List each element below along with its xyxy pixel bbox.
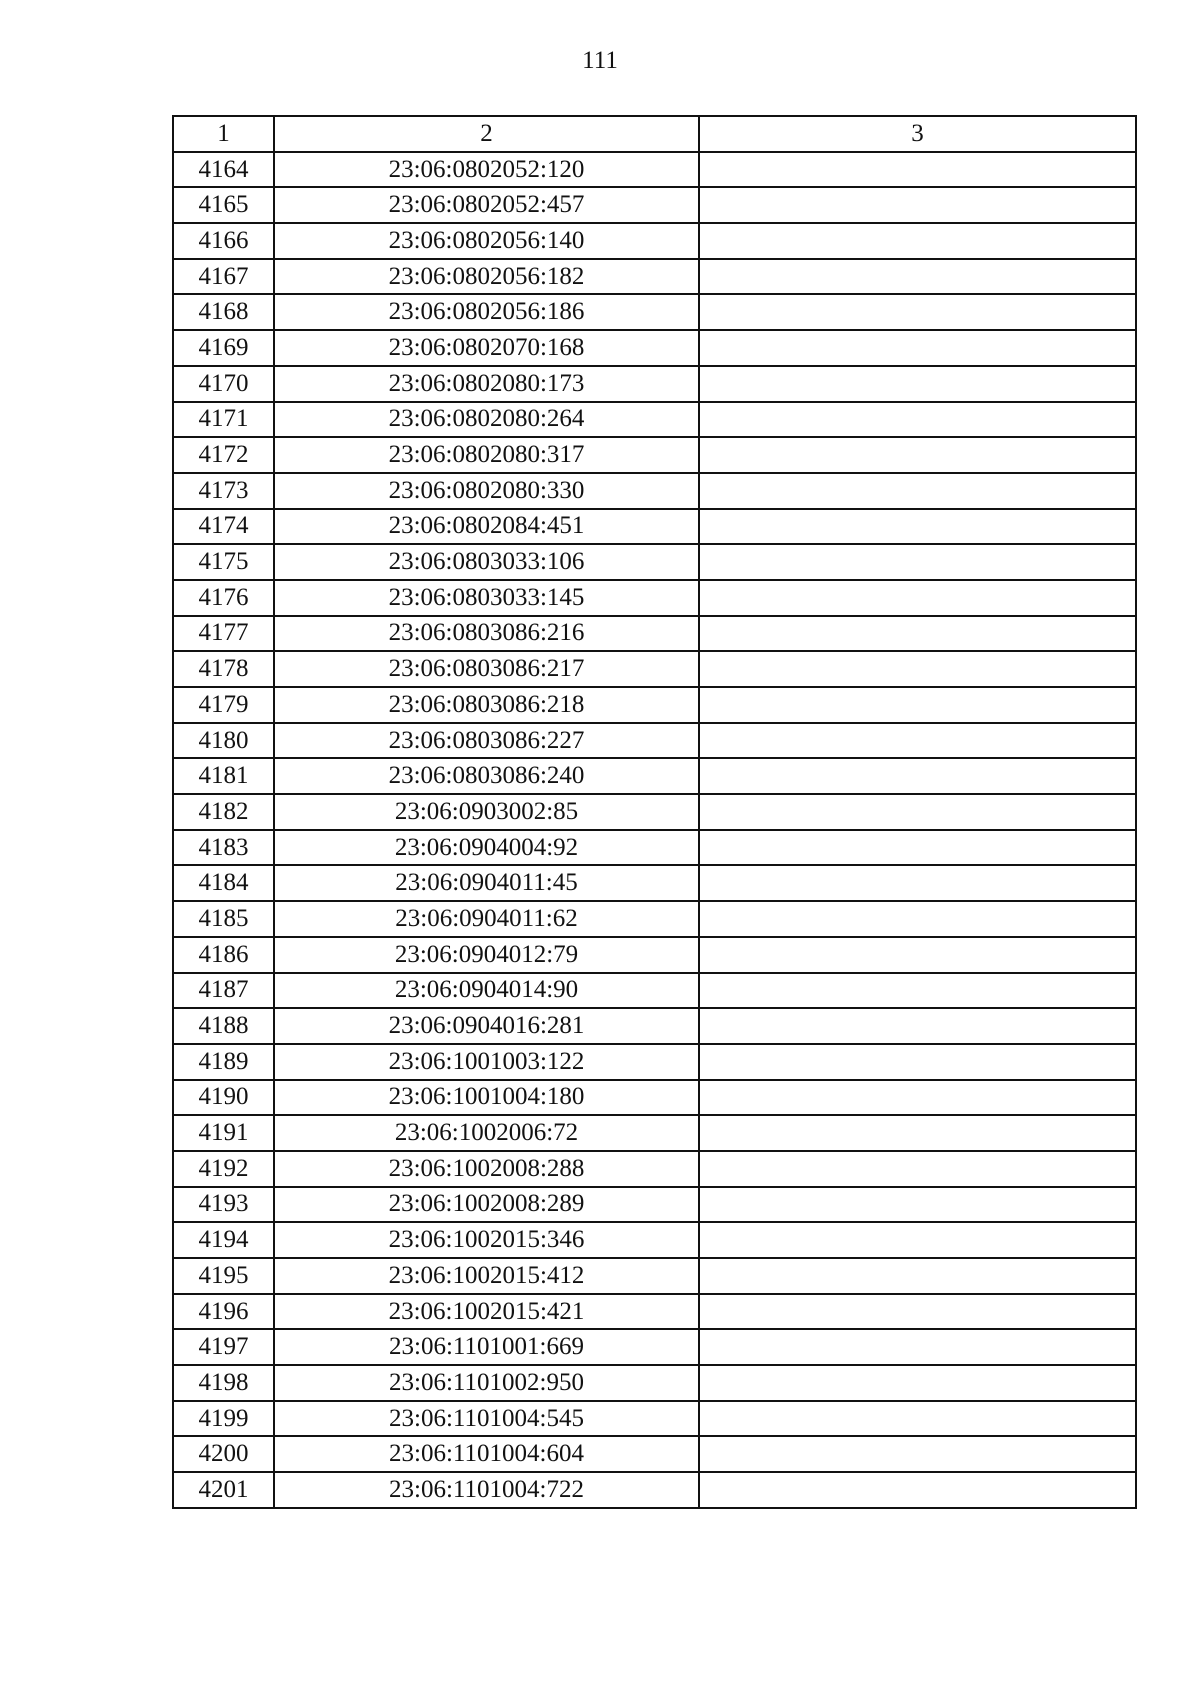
row-number-cell: 4190 — [173, 1080, 274, 1116]
note-cell — [699, 402, 1136, 438]
note-cell — [699, 580, 1136, 616]
table-row — [173, 794, 1136, 830]
row-number-cell: 4164 — [173, 152, 274, 188]
row-number-cell: 4173 — [173, 473, 274, 509]
note-cell — [699, 651, 1136, 687]
note-cell — [699, 259, 1136, 295]
table-row — [173, 1329, 1136, 1365]
note-cell — [699, 901, 1136, 937]
table-row — [173, 1436, 1136, 1472]
table-row — [173, 1008, 1136, 1044]
note-cell — [699, 1044, 1136, 1080]
table-row — [173, 580, 1136, 616]
table-row — [173, 294, 1136, 330]
row-number-cell: 4166 — [173, 223, 274, 259]
cadastral-number-cell: 23:06:0803086:227 — [274, 723, 699, 759]
note-cell — [699, 1151, 1136, 1187]
note-cell — [699, 1080, 1136, 1116]
row-number-cell: 4174 — [173, 509, 274, 545]
note-cell — [699, 152, 1136, 188]
note-cell — [699, 1436, 1136, 1472]
note-cell — [699, 1329, 1136, 1365]
cadastral-number-cell: 23:06:0803086:218 — [274, 687, 699, 723]
row-number-cell: 4193 — [173, 1187, 274, 1223]
row-number-cell: 4192 — [173, 1151, 274, 1187]
note-cell — [699, 1294, 1136, 1330]
table-row — [173, 1472, 1136, 1508]
table-row — [173, 1294, 1136, 1330]
note-cell — [699, 1222, 1136, 1258]
cadastral-number-cell: 23:06:0802080:317 — [274, 437, 699, 473]
note-cell — [699, 1365, 1136, 1401]
table-row — [173, 1187, 1136, 1223]
table-row — [173, 187, 1136, 223]
cadastral-number-cell: 23:06:1002006:72 — [274, 1115, 699, 1151]
cadastral-number-cell: 23:06:0904012:79 — [274, 937, 699, 973]
table-row — [173, 1115, 1136, 1151]
row-number-cell: 4177 — [173, 616, 274, 652]
row-number-cell: 4188 — [173, 1008, 274, 1044]
note-cell — [699, 937, 1136, 973]
cadastral-number-cell: 23:06:1002008:289 — [274, 1187, 699, 1223]
row-number-cell: 4187 — [173, 973, 274, 1009]
cadastral-number-cell: 23:06:0802052:457 — [274, 187, 699, 223]
cadastral-number-cell: 23:06:0803086:216 — [274, 616, 699, 652]
row-number-cell: 4181 — [173, 758, 274, 794]
cadastral-number-cell: 23:06:0904011:45 — [274, 865, 699, 901]
note-cell — [699, 1258, 1136, 1294]
table-row — [173, 973, 1136, 1009]
cadastral-number-cell: 23:06:1002008:288 — [274, 1151, 699, 1187]
row-number-cell: 4186 — [173, 937, 274, 973]
table-row — [173, 259, 1136, 295]
table-row — [173, 1258, 1136, 1294]
row-number-cell: 4168 — [173, 294, 274, 330]
table-row — [173, 830, 1136, 866]
cadastral-number-cell: 23:06:1101004:545 — [274, 1401, 699, 1437]
cadastral-number-cell: 23:06:1002015:412 — [274, 1258, 699, 1294]
note-cell — [699, 973, 1136, 1009]
row-number-cell: 4165 — [173, 187, 274, 223]
table-body — [173, 116, 1136, 1508]
note-cell — [699, 366, 1136, 402]
cadastral-number-cell: 23:06:0802080:330 — [274, 473, 699, 509]
table-row — [173, 758, 1136, 794]
cadastral-number-cell: 23:06:1101001:669 — [274, 1329, 699, 1365]
cadastral-number-cell: 23:06:0803033:106 — [274, 544, 699, 580]
table-row — [173, 1151, 1136, 1187]
cadastral-number-cell: 23:06:0802056:186 — [274, 294, 699, 330]
table-row — [173, 865, 1136, 901]
table-row — [173, 1222, 1136, 1258]
note-cell — [699, 687, 1136, 723]
table-row — [173, 651, 1136, 687]
note-cell — [699, 330, 1136, 366]
row-number-cell: 4185 — [173, 901, 274, 937]
row-number-cell: 4201 — [173, 1472, 274, 1508]
table-row — [173, 330, 1136, 366]
row-number-cell: 4178 — [173, 651, 274, 687]
cadastral-number-cell: 23:06:0803086:240 — [274, 758, 699, 794]
row-number-cell: 4195 — [173, 1258, 274, 1294]
cadastral-number-cell: 23:06:0803033:145 — [274, 580, 699, 616]
row-number-cell: 4176 — [173, 580, 274, 616]
row-number-cell: 4180 — [173, 723, 274, 759]
row-number-cell: 4179 — [173, 687, 274, 723]
cadastral-number-cell: 23:06:0904014:90 — [274, 973, 699, 1009]
cadastral-number-cell: 23:06:0904011:62 — [274, 901, 699, 937]
note-cell — [699, 294, 1136, 330]
table-row — [173, 402, 1136, 438]
cadastral-number-cell: 23:06:0904016:281 — [274, 1008, 699, 1044]
note-cell — [699, 616, 1136, 652]
cadastral-number-cell: 23:06:0802052:120 — [274, 152, 699, 188]
cadastral-number-cell: 23:06:0802080:173 — [274, 366, 699, 402]
note-cell — [699, 758, 1136, 794]
table-row — [173, 366, 1136, 402]
cadastral-number-cell: 23:06:1002015:346 — [274, 1222, 699, 1258]
table-row — [173, 473, 1136, 509]
row-number-cell: 4197 — [173, 1329, 274, 1365]
note-cell — [699, 723, 1136, 759]
note-cell — [699, 1472, 1136, 1508]
row-number-cell: 4167 — [173, 259, 274, 295]
row-number-cell: 4194 — [173, 1222, 274, 1258]
cadastral-number-cell: 23:06:1101002:950 — [274, 1365, 699, 1401]
row-number-cell: 4175 — [173, 544, 274, 580]
cadastral-number-cell: 23:06:0802056:140 — [274, 223, 699, 259]
note-cell — [699, 187, 1136, 223]
cadastral-number-cell: 23:06:1001003:122 — [274, 1044, 699, 1080]
cadastral-number-cell: 23:06:1101004:722 — [274, 1472, 699, 1508]
table-row — [173, 544, 1136, 580]
table-row — [173, 937, 1136, 973]
cadastral-number-cell: 23:06:0802070:168 — [274, 330, 699, 366]
column-header-3: 3 — [699, 116, 1136, 152]
column-header-1: 1 — [173, 116, 274, 152]
cadastral-number-cell: 23:06:0802080:264 — [274, 402, 699, 438]
table-row — [173, 152, 1136, 188]
table-row — [173, 223, 1136, 259]
row-number-cell: 4170 — [173, 366, 274, 402]
note-cell — [699, 1115, 1136, 1151]
table-row — [173, 1401, 1136, 1437]
row-number-cell: 4169 — [173, 330, 274, 366]
column-header-2: 2 — [274, 116, 699, 152]
table-row — [173, 437, 1136, 473]
cadastral-number-cell: 23:06:0903002:85 — [274, 794, 699, 830]
table-row — [173, 1365, 1136, 1401]
note-cell — [699, 1187, 1136, 1223]
cadastral-table — [172, 115, 1137, 1509]
row-number-cell: 4196 — [173, 1294, 274, 1330]
row-number-cell: 4184 — [173, 865, 274, 901]
table-row — [173, 687, 1136, 723]
table-row — [173, 723, 1136, 759]
row-number-cell: 4200 — [173, 1436, 274, 1472]
table-row — [173, 1080, 1136, 1116]
note-cell — [699, 437, 1136, 473]
cadastral-number-cell: 23:06:1101004:604 — [274, 1436, 699, 1472]
note-cell — [699, 544, 1136, 580]
page-number: 111 — [582, 47, 618, 74]
row-number-cell: 4189 — [173, 1044, 274, 1080]
cadastral-number-cell: 23:06:0802084:451 — [274, 509, 699, 545]
note-cell — [699, 473, 1136, 509]
row-number-cell: 4183 — [173, 830, 274, 866]
cadastral-number-cell: 23:06:0802056:182 — [274, 259, 699, 295]
note-cell — [699, 509, 1136, 545]
note-cell — [699, 865, 1136, 901]
table-row — [173, 616, 1136, 652]
row-number-cell: 4172 — [173, 437, 274, 473]
note-cell — [699, 830, 1136, 866]
row-number-cell: 4182 — [173, 794, 274, 830]
row-number-cell: 4171 — [173, 402, 274, 438]
table-header-row — [173, 116, 1136, 152]
cadastral-number-cell: 23:06:0803086:217 — [274, 651, 699, 687]
note-cell — [699, 794, 1136, 830]
row-number-cell: 4198 — [173, 1365, 274, 1401]
cadastral-number-cell: 23:06:1002015:421 — [274, 1294, 699, 1330]
table-row — [173, 509, 1136, 545]
row-number-cell: 4191 — [173, 1115, 274, 1151]
cadastral-number-cell: 23:06:0904004:92 — [274, 830, 699, 866]
table-row — [173, 1044, 1136, 1080]
row-number-cell: 4199 — [173, 1401, 274, 1437]
table-row — [173, 901, 1136, 937]
note-cell — [699, 1401, 1136, 1437]
cadastral-number-cell: 23:06:1001004:180 — [274, 1080, 699, 1116]
note-cell — [699, 1008, 1136, 1044]
note-cell — [699, 223, 1136, 259]
